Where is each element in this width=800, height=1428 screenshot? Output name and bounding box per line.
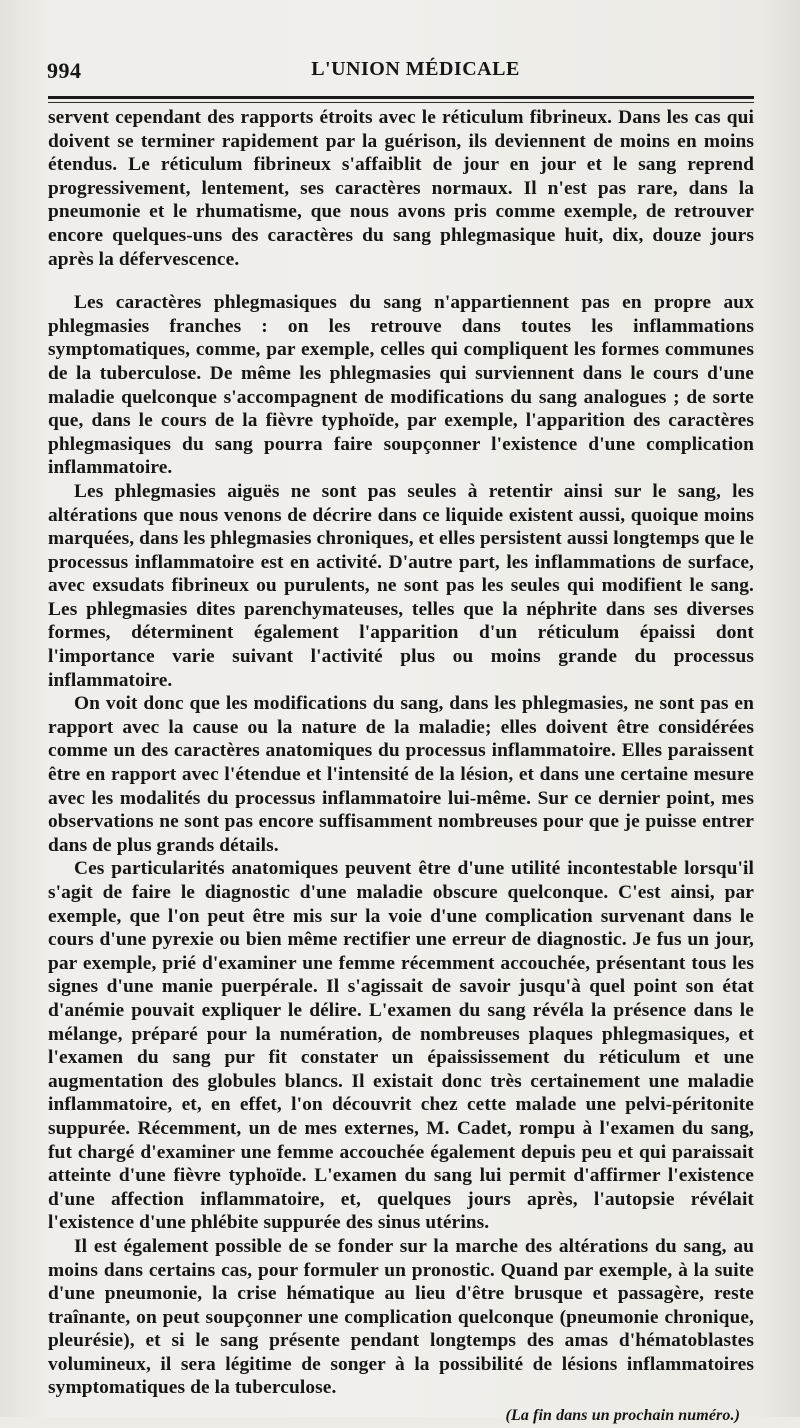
paragraph: Ces particularités anatomiques peuvent être d'une utilité incontestable lorsqu'il s'agit de faire le diagnostic d'une maladie obscure quelconque. C'est ainsi, par exemple, que l'on peut être mis sur la voie d'une complication survenant dans le cours d'une pyrexie ou bien même rectifier une erreur de diagnostic. Je fus un jour, par exemple, prié d'examiner une femme récemment accouchée, présentant tous les signes d'une manie puerpérale. Il s'agissait de savoir jusqu'à quel point son état d'anémie pouvait expliquer le délire. L'examen du sang révéla la présence dans le mélange, préparé pour la numération, de nombreuses plaques phlegmasiques, et l'examen du sang pur fit constater un épaississement du réticulum et une augmentation des globules blancs. Il existait donc très certainement une maladie inflammatoire, et, en effet, l'on découvrit chez cette malade une pelvi-péritonite suppurée. Récemment, un de mes externes, M. Cadet, rompu à l'examen du sang, fut chargé d'examiner une femme accouchée également depuis peu et qui paraissait atteinte d'une fièvre typhoïde. L'examen du sang lui permit d'affirmer l'existence d'une affection inflammatoire, et, quelques jours après, l'autopsie révélait l'existence d'une phlébite suppurée des sinus utérins. — [48, 858, 754, 1234]
paragraph: Les caractères phlegmasiques du sang n'appartiennent pas en propre aux phlegmasies franches : on les retrouve dans toutes les inflammations symptomatiques, comme, par exemple, celles qui compliquent les formes communes de la tuberculose. De même les phlegmasies qui surviennent dans le cours d'une maladie quelconque s'accompagnent de modifications du sang analogues ; de sorte que, dans le cours de la fièvre typhoïde, par exemple, l'apparition des caractères phlegmasiques du sang pourra faire soupçonner l'existence d'une complication inflammatoire. — [48, 292, 754, 479]
page-header — [47, 52, 754, 92]
paragraph: servent cependant des rapports étroits avec le réticulum fibrineux. Dans les cas qui doivent se terminer rapidement par la guérison, ils deviennent de moins en moins étendus. Le réticulum fibrineux s'affaiblit de jour en jour et le sang reprend progressivement, lentement, ses caractères normaux. Il n'est pas rare, dans la pneumonie et le rhumatisme, que nous avons pris comme exemple, de retrouver encore quelques-uns des caractères du sang phlegmasique huit, dix, douze jours après la défervescence. — [48, 107, 754, 270]
page-number: 994 — [47, 58, 82, 83]
header-rule — [48, 96, 754, 99]
header-rule-thin — [48, 102, 754, 103]
paragraph: Les phlegmasies aiguës ne sont pas seules à retentir ainsi sur le sang, les altérations que nous venons de décrire dans ce liquide existent aussi, quoique moins marquées, dans les phlegmasies chroniques, et elles persistent aussi longtemps que le processus inflammatoire est en activité. D'autre part, les inflammations de surface, avec exsudats fibrineux ou purulents, ne sont pas les seules qui modifient le sang. Les phlegmasies dites parenchymateuses, telles que la néphrite dans ses diverses formes, déterminent également l'apparition d'un réticulum épaissi dont l'importance varie suivant l'activité plus ou moins grande du processus inflammatoire. — [48, 480, 754, 691]
running-title: L'UNION MÉDICALE — [311, 58, 520, 80]
paragraph: Il est également possible de se fonder sur la marche des altérations du sang, au moins dans certains cas, pour formuler un pronostic. Quand par exemple, à la suite d'une pneumonie, la crise hématique au lieu d'être brusque et passagère, reste traînante, on peut soupçonner une complication quelconque (pneumonie chronique, pleurésie), et si le sang présente pendant longtemps des amas d'hématoblastes volumineux, il sera légitime de songer à la possibilité de lésions inflammatoires symptomatiques de la tuberculose. — [48, 1235, 754, 1399]
paragraph: On voit donc que les modifications du sang, dans les phlegmasies, ne sont pas en rapport avec la cause ou la nature de la maladie; elles doivent être considérées comme un des caractères anatomiques du processus inflammatoire. Elles paraissent être en rapport avec l'étendue et l'intensité de la lésion, et dans une certaine mesure avec les modalités du processus inflammatoire lui-même. Sur ce dernier point, mes observations ne sont pas encore suffisamment nombreuses pour que je puisse entrer dans de plus grands détails. — [48, 693, 754, 856]
continuation-note: (La fin dans un prochain numéro.) — [505, 1407, 740, 1425]
article-body — [48, 106, 754, 1428]
